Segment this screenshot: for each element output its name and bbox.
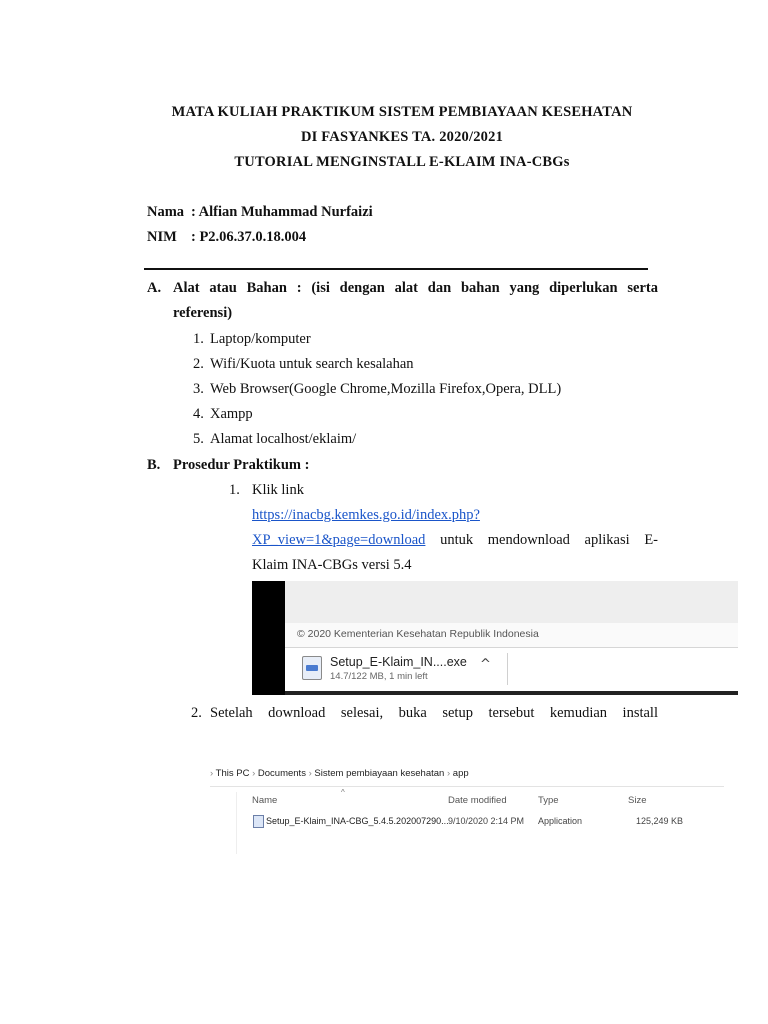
list-item: Web Browser(Google Chrome,Mozilla Firefox,Opera, DLL) — [210, 381, 562, 397]
download-link-line-1[interactable] — [252, 507, 480, 524]
section-a-heading-line2: referensi) — [173, 305, 233, 321]
explorer-screenshot — [210, 762, 724, 854]
chevron-up-icon[interactable]: ^ — [480, 657, 491, 672]
list-item: Laptop/komputer — [210, 331, 311, 347]
list-item-number: 4. — [193, 406, 204, 422]
title-line-3: TUTORIAL MENGINSTALL E-KLAIM INA-CBGs — [234, 154, 570, 170]
step-2-number: 2. — [191, 705, 202, 721]
step-1-label: Klik link — [252, 482, 304, 498]
list-item-number: 5. — [193, 431, 204, 447]
nama-value: : Alfian Muhammad Nurfaizi — [191, 204, 373, 220]
list-item: Wifi/Kuota untuk search kesalahan — [210, 356, 414, 372]
download-progress: 14.7/122 MB, 1 min left — [330, 671, 428, 682]
column-header-type[interactable]: Type — [538, 795, 559, 806]
section-a-heading — [173, 280, 658, 297]
section-b-heading: Prosedur Praktikum : — [173, 457, 310, 473]
nav-pane-edge — [236, 792, 237, 854]
step-1-number: 1. — [229, 482, 240, 498]
download-link-part-2[interactable]: XP_view=1&page=download — [252, 532, 426, 548]
sort-ascending-icon: ^ — [341, 788, 345, 797]
nama-label: Nama — [147, 204, 185, 220]
chevron-right-icon: › — [308, 768, 312, 779]
file-type: Application — [538, 816, 583, 826]
step-1-line-2 — [252, 532, 658, 549]
section-b-marker: B. — [147, 457, 161, 473]
breadcrumb-item[interactable]: Sistem pembiayaan kesehatan — [314, 768, 445, 779]
step-1-after-link: untuk mendownload aplikasi E- — [440, 532, 658, 548]
chevron-right-icon: › — [210, 768, 214, 779]
file-date: 9/10/2020 2:14 PM — [448, 816, 525, 826]
breadcrumb-item[interactable]: app — [452, 768, 469, 779]
download-screenshot — [252, 581, 738, 695]
breadcrumb-item[interactable]: Documents — [257, 768, 306, 779]
section-a-heading-rest: (isi dengan alat dan bahan yang diperlukan serta — [311, 280, 658, 296]
list-item: Alamat localhost/eklaim/ — [210, 431, 357, 447]
breadcrumb[interactable] — [210, 768, 469, 779]
list-item-number: 3. — [193, 381, 204, 397]
divider — [507, 653, 508, 685]
column-header-date[interactable]: Date modified — [448, 795, 507, 806]
step-2-text: Setelah download selesai, buka setup tersebut kemudian install — [210, 705, 658, 721]
download-filename[interactable]: Setup_E-Klaim_IN....exe — [330, 655, 467, 669]
breadcrumb-item[interactable]: This PC — [215, 768, 250, 779]
file-size: 125,249 KB — [636, 816, 684, 826]
column-header-name[interactable]: Name — [252, 795, 278, 806]
chevron-right-icon: › — [446, 768, 451, 779]
footer-copyright: © 2020 Kementerian Kesehatan Republik Indonesia — [297, 628, 539, 640]
horizontal-rule — [144, 268, 648, 270]
section-a-marker: A. — [147, 280, 162, 296]
title-line-2: DI FASYANKES TA. 2020/2021 — [300, 129, 504, 145]
list-item: Xampp — [210, 406, 253, 422]
column-header-size[interactable]: Size — [628, 795, 647, 806]
file-name[interactable]: Setup_E-Klaim_INA-CBG_5.4.5.202007290... — [266, 816, 449, 826]
nim-value: : P2.06.37.0.18.004 — [191, 229, 307, 245]
nim-label: NIM — [147, 229, 177, 245]
screenshot-bottom-edge — [285, 691, 738, 695]
list-item-number: 1. — [193, 331, 204, 347]
section-a-heading-bold: Alat atau Bahan : — [173, 280, 302, 296]
step-1-line-3: Klaim INA-CBGs versi 5.4 — [252, 557, 412, 573]
application-icon — [253, 815, 264, 828]
title-line-1: MATA KULIAH PRAKTIKUM SISTEM PEMBIAYAAN KESEHATAN — [171, 104, 633, 120]
screenshot-black-bar — [252, 581, 285, 695]
chevron-right-icon: › — [252, 768, 256, 779]
download-link-part-1[interactable]: https://inacbg.kemkes.go.id/index.php? — [252, 507, 480, 523]
file-exe-icon — [302, 656, 322, 680]
divider — [210, 786, 724, 787]
list-item-number: 2. — [193, 356, 204, 372]
screenshot-page-area — [285, 581, 738, 623]
